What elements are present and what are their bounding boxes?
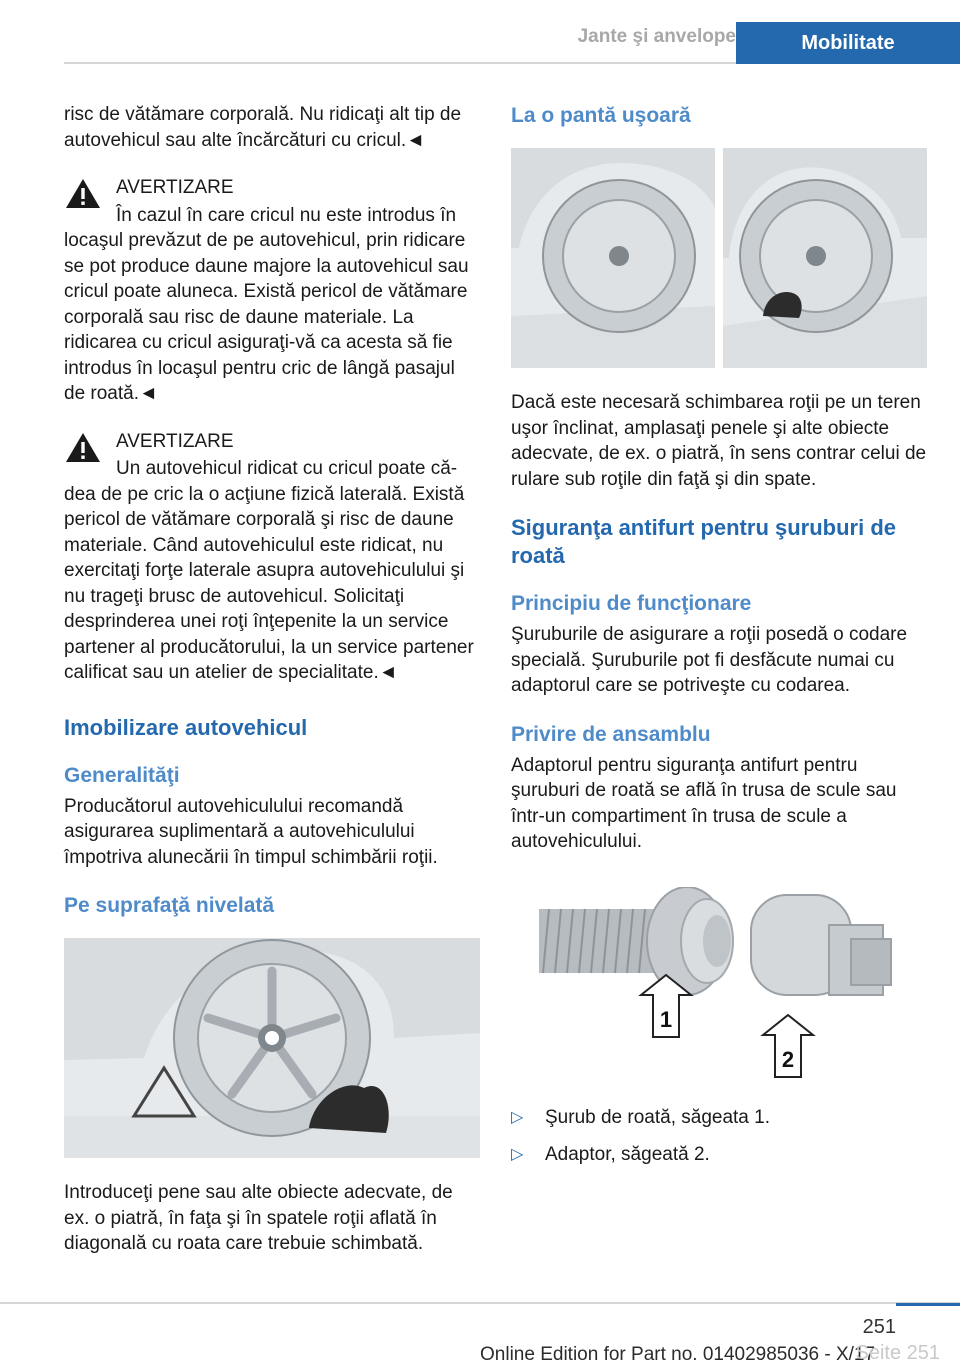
footer-rule: [0, 1302, 960, 1304]
section-tab[interactable]: Jante şi anvelope: [577, 26, 736, 47]
intro-paragraph: risc de vătămare corporală. Nu ridicaţi alt tip de autovehicul sau alte încărcături cu cricul.◄: [64, 104, 462, 151]
right-column: [511, 102, 927, 1180]
arrow-label-1: 1: [659, 1006, 673, 1032]
edition-note: Online Edition for Part no. 01402985036 - X/17: [480, 1344, 876, 1365]
left-column: [64, 102, 480, 1279]
chapter-tab[interactable]: Mobilitate: [736, 22, 960, 64]
triangle-bullet-icon: ▷: [511, 1108, 524, 1126]
warning-first-line: Un autovehicul ridicat cu cricul poate că-: [116, 458, 458, 479]
arrow-label-2: 2: [781, 1046, 795, 1072]
subheading-slope: La o pantă uşoară: [511, 104, 691, 127]
warning-block: [64, 175, 480, 407]
warning-block: [64, 429, 480, 686]
page-number-rule: [896, 1303, 960, 1306]
list-item: ▷ Şurub de roată, săgeata 1.: [511, 1105, 927, 1131]
general-paragraph: Producătorul autovehiculului recomandă asigurarea suplimentară a autovehiculului împotriva alunecării în timpul schimbării roţii.: [64, 795, 438, 868]
list-item: ▷ Adaptor, săgeată 2.: [511, 1142, 927, 1168]
warning-triangle-icon: [64, 431, 102, 464]
heading-immobilize: Imobilizare autovehicul: [64, 714, 308, 740]
triangle-bullet-icon: ▷: [511, 1146, 524, 1163]
lock-bolt-adapter-illustration: [511, 887, 927, 1083]
warning-first-line: În cazul în care cricul nu este introdus în: [116, 204, 457, 226]
warning-triangle-icon: [64, 177, 102, 210]
wheel-chock-flat-illustration: [64, 938, 480, 1158]
warning-text: locaşul prevăzut de pe autovehicul, prin ridicare se pot produce daune majore la autovehicul sau cricul poate aluneca. Există pericol de vătămare corporală sau risc de daune materiale. La ridicarea cu cricul asiguraţi-vă ca acesta să fie introdus în locaşul pentru cric de lângă pasajul de roată.◄: [64, 230, 469, 404]
subheading-general: Generalităţi: [64, 763, 180, 787]
warning-title: AVERTIZARE: [116, 177, 234, 198]
overview-paragraph: Adaptorul pentru siguranţa antifurt pentru şuruburi de roată se află în trusa de scule sau într-un compartiment în trusa de scule a autovehiculului.: [511, 754, 897, 852]
watermark: Seite 251: [855, 1342, 940, 1364]
warning-text: dea de pe cric la o acţiune fizică laterală. Există pericol de vătămare corporală şi risc de daune materiale. Când autovehiculul este ridicat, nu exercitaţi forţe laterale asupra autovehiculului şi nu trageţi brusc de autovehicul. Solicitaţi desprinderea unei roţi înţepenite la un service partener al producătorului, la un service partener calificat sau un atelier de specialitate.◄: [64, 483, 474, 683]
wheel-chock-slope-illustration: [511, 148, 927, 368]
subheading-flat-surface: Pe suprafaţă nivelată: [64, 894, 275, 917]
heading-antitheft: Siguranţa antifurt pentru şuruburi de roată: [511, 515, 897, 568]
warning-title: AVERTIZARE: [116, 430, 234, 452]
slope-paragraph: Dacă este necesară schimbarea roţii pe un teren uşor înclinat, amplasaţi penele şi alte obiecte adecvate, de ex. o piatră, în sens contrar celui de rulare sub roţile din faţă şi din spate.: [511, 392, 927, 490]
page-number: 251: [862, 1316, 896, 1338]
subheading-overview: Privire de ansamblu: [511, 722, 711, 746]
flat-paragraph: Introduceţi pene sau alte obiecte adecvate, de ex. o piatră, în faţa şi în spatele roţii aflată în diagonală cu roata care trebuie schimbată.: [64, 1182, 453, 1254]
subheading-principle: Principiu de funcţionare: [511, 592, 752, 615]
part-list: [511, 1105, 927, 1168]
principle-paragraph: Şuruburile de asigurare a roţii posedă o codare specială. Şuruburile pot fi desfăcute numai cu adaptorul care se potriveşte cu codarea.: [511, 624, 908, 696]
